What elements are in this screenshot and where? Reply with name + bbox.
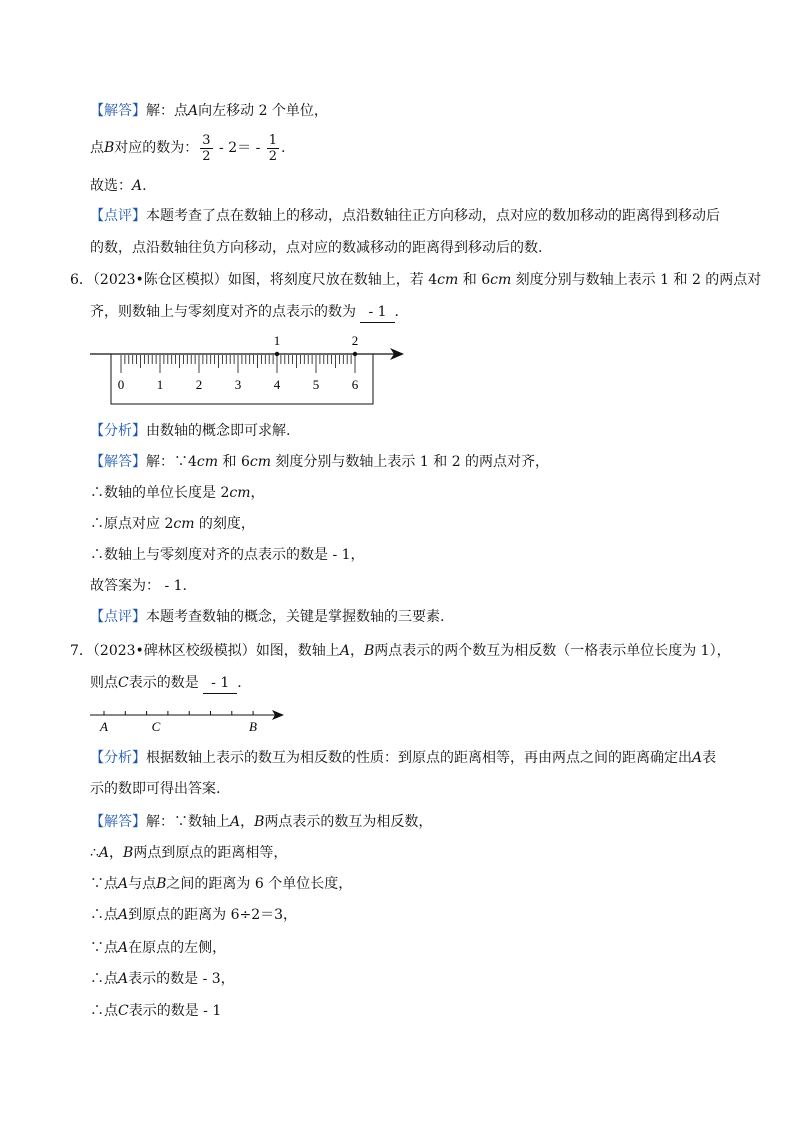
q7-jieda-line-2: ∴A，B两点到原点的距离相等，: [90, 845, 288, 861]
q6-jieda-line-5: 故答案为： - 1.: [90, 578, 187, 594]
ruler-label: 3: [234, 377, 242, 392]
ruler-ticks: [121, 355, 355, 373]
s5-point-b-line: 点B对应的数为： $\frac{3}{2}$ - 2＝ - $\frac{1}{2}$ .: [90, 132, 286, 164]
q6-jieda-line-4: ∴数轴上与零刻度对齐的点表示的数是 - 1，: [90, 547, 365, 563]
jieda-tag: 【解答】: [90, 103, 146, 119]
dianping-tag: 【点评】: [90, 208, 146, 224]
q7-fenxi-line-2: 示的数即可得出答案.: [90, 781, 221, 797]
s5-choice-line: 故选：A.: [90, 178, 147, 194]
answer-blank: - 1: [203, 673, 237, 694]
label-c: C: [151, 719, 161, 734]
ruler-figure: [88, 332, 408, 408]
q7-jieda-line-7: ∴点C表示的数是 - 1: [90, 1003, 222, 1019]
number-line-figure: [88, 705, 288, 735]
q7-jieda-line-3: ∵点A与点B之间的距离为 6 个单位长度，: [90, 876, 353, 892]
axis-point-1: [275, 352, 279, 356]
ruler-label: 4: [273, 377, 281, 392]
ruler-label: 5: [312, 377, 320, 392]
q7-jieda-line-5: ∵点A在原点的左侧，: [90, 940, 227, 956]
ruler-labels: [118, 377, 359, 392]
q6-jieda-line-2: ∴数轴的单位长度是 2cm，: [90, 485, 265, 501]
q6-stem-line-1: 6．（2023•陈仓区模拟）如图，将刻度尺放在数轴上，若 4cm 和 6cm 刻度分别与数轴上表示 1 和 2 的两点对: [70, 272, 762, 288]
fraction-1-2: $\frac{1}{2}$: [268, 132, 278, 164]
answer-blank: - 1: [360, 302, 394, 323]
label-b: B: [249, 719, 257, 734]
q6-dianping-line: 【点评】本题考查数轴的概念，关键是掌握数轴的三要素.: [90, 609, 445, 625]
q7-stem-line-2: 则点C表示的数是 - 1.: [90, 673, 242, 694]
q6-fenxi-line: 【分析】由数轴的概念即可求解.: [90, 423, 291, 439]
q7-jieda-line-4: ∴点A到原点的距离为 6÷2＝3，: [90, 907, 298, 923]
ruler-label: 6: [351, 377, 359, 392]
q6-stem-line-2: 齐，则数轴上与零刻度对齐的点表示的数为 - 1.: [90, 302, 399, 323]
q6-jieda-line-3: ∴原点对应 2cm 的刻度，: [90, 516, 255, 532]
label-a: A: [100, 719, 108, 734]
q7-stem-line-1: 7．（2023•碑林区校级模拟）如图，数轴上A，B两点表示的两个数互为相反数（一格表示单位长度为 1），: [70, 643, 731, 659]
s5-jieda-line: 【解答】解：点A向左移动 2 个单位，: [90, 103, 328, 119]
s5-dianping-line-1: 【点评】本题考查了点在数轴上的移动，点沿数轴往正方向移动，点对应的数加移动的距离得到移动后: [90, 208, 720, 224]
number-line-ticks: [104, 711, 253, 715]
q6-jieda-line-1: 【解答】解：∵4cm 和 6cm 刻度分别与数轴上表示 1 和 2 的两点对齐，: [90, 454, 550, 470]
q7-fenxi-line-1: 【分析】根据数轴上表示的数互为相反数的性质：到原点的距离相等，再由两点之间的距离确定出A表: [90, 750, 717, 766]
s5-dianping-line-2: 的数，点沿数轴往负方向移动，点对应的数减移动的距离得到移动后的数.: [90, 240, 543, 256]
q7-jieda-line-6: ∴点A表示的数是 - 3，: [90, 971, 235, 987]
ruler-label: 0: [117, 377, 125, 392]
axis-label-1: 1: [273, 333, 281, 348]
q7-jieda-line-1: 【解答】解：∵数轴上A，B两点表示的数互为相反数，: [90, 814, 433, 830]
ruler-label: 2: [195, 377, 203, 392]
axis-point-2: [353, 352, 357, 356]
ruler-label: 1: [156, 377, 164, 392]
fraction-3-2: $\frac{3}{2}$: [202, 132, 211, 164]
axis-label-2: 2: [351, 333, 359, 348]
